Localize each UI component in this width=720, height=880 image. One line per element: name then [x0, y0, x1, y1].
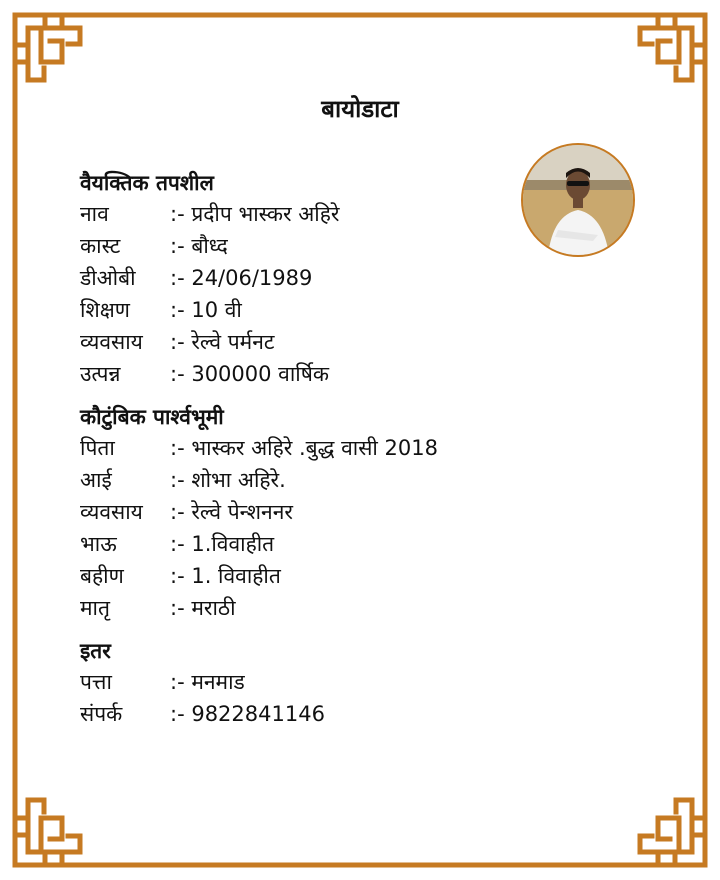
field-value: :- 10 वी [170, 298, 242, 322]
field-label: पत्ता [80, 670, 112, 694]
field-value: :- रेल्वे पर्मनट [170, 330, 275, 354]
field-value: :- प्रदीप भास्कर अहिरे [170, 202, 340, 226]
field-label: भाऊ [80, 532, 117, 556]
field-row [80, 529, 274, 559]
profile-photo [521, 143, 635, 257]
field-row [80, 231, 228, 261]
field-row [80, 199, 339, 229]
field-label: उत्पन्न [80, 362, 121, 386]
field-row [80, 667, 245, 697]
field-label: संपर्क [80, 702, 123, 726]
field-value: :- 1.विवाहीत [170, 532, 275, 556]
document-title: बायोडाटा [321, 95, 399, 123]
field-label: डीओबी [80, 266, 136, 290]
section-heading-personal: वैयक्तिक तपशील [80, 171, 214, 195]
field-row [80, 593, 236, 623]
field-row [80, 263, 312, 293]
field-value: :- मराठी [170, 596, 236, 620]
field-value: :- रेल्वे पेन्शननर [170, 500, 293, 524]
section-heading-other: इतर [80, 639, 111, 663]
field-value: :- शोभा अहिरे. [170, 468, 286, 492]
field-label: व्यवसाय [80, 330, 143, 354]
field-row [80, 327, 274, 357]
field-value: :- भास्कर अहिरे .बुद्ध वासी 2018 [170, 436, 438, 460]
field-label: पिता [80, 436, 115, 460]
field-row [80, 359, 329, 389]
field-row [80, 561, 281, 591]
field-value: :- 300000 वार्षिक [170, 362, 329, 386]
field-value: :- 24/06/1989 [170, 266, 313, 290]
field-value: :- 1. विवाहीत [170, 564, 281, 588]
field-value: :- बौध्द [170, 234, 228, 258]
field-row [80, 295, 242, 325]
field-row [80, 497, 293, 527]
field-label: बहीण [80, 564, 124, 588]
person-photo-icon [523, 145, 633, 255]
field-label: शिक्षण [80, 298, 130, 322]
field-row [80, 699, 325, 729]
field-value: :- 9822841146 [170, 702, 325, 726]
field-label: व्यवसाय [80, 500, 143, 524]
field-label: मातृ [80, 596, 110, 620]
field-label: नाव [80, 202, 109, 226]
field-row [80, 465, 286, 495]
field-value: :- मनमाड [170, 670, 245, 694]
field-label: आई [80, 468, 112, 492]
field-row [80, 433, 438, 463]
section-heading-family: कौटुंबिक पार्श्वभूमी [80, 405, 224, 429]
field-label: कास्ट [80, 234, 121, 258]
